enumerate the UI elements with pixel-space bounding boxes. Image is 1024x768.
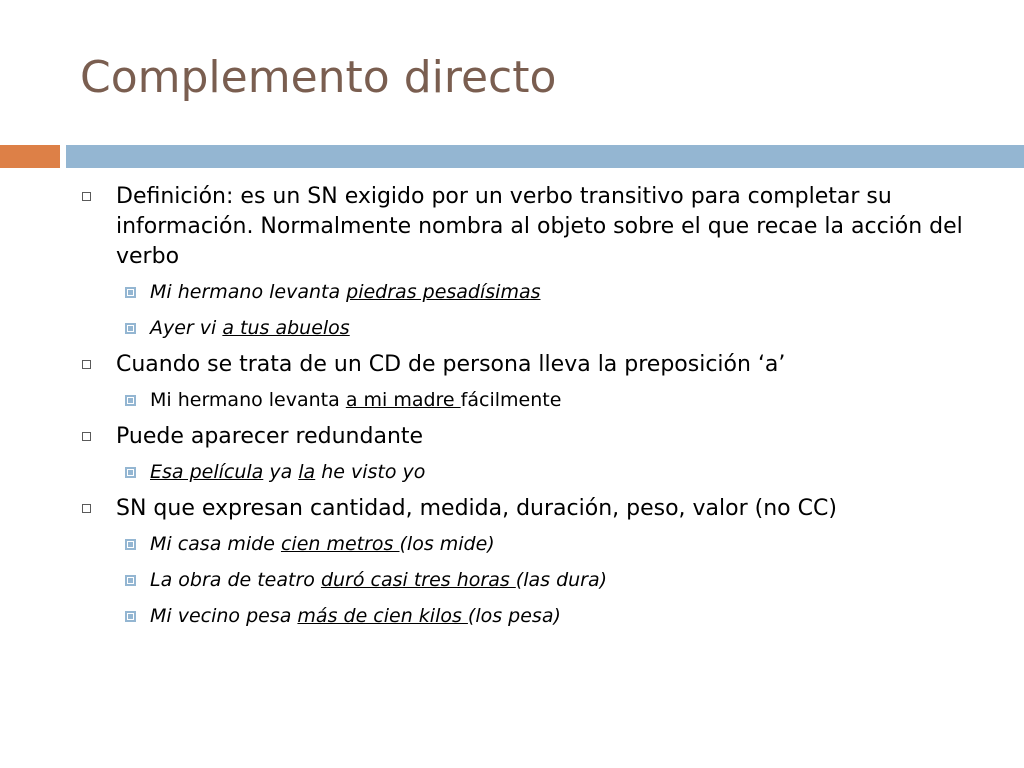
example-underlined-text: a mi madre [345, 389, 461, 411]
hollow-square-icon [82, 504, 91, 513]
bullet-item [80, 350, 980, 380]
bullet-text: SN que expresan cantidad, medida, duración, peso, valor (no CC) [116, 496, 837, 521]
example-text: ya [263, 461, 299, 483]
example-text: Mi casa mide [150, 533, 281, 555]
hollow-square-icon [82, 192, 91, 201]
framed-square-icon [125, 323, 136, 334]
example-underlined-text: la [298, 461, 316, 483]
bullet-text: Puede aparecer redundante [116, 424, 424, 449]
example-text: fácilmente [460, 389, 562, 411]
example-text: (los pesa) [467, 605, 561, 627]
example-item [80, 530, 980, 558]
example-text: Mi hermano levanta [150, 281, 347, 303]
example-item [80, 386, 980, 414]
example-item [80, 566, 980, 594]
bullet-item [80, 422, 980, 452]
framed-square-icon [125, 575, 136, 586]
framed-square-icon [125, 395, 136, 406]
example-text: he visto yo [315, 461, 426, 483]
example-text: Mi vecino pesa [150, 605, 298, 627]
example-underlined-text: cien metros [280, 533, 400, 555]
example-text: (los mide) [399, 533, 495, 555]
hollow-square-icon [82, 360, 91, 369]
bullet-text: Cuando se trata de un CD de persona lleva la preposición ‘a’ [116, 352, 786, 377]
example-text: (las dura) [515, 569, 608, 591]
hollow-square-icon [82, 432, 91, 441]
accent-bar-blue [66, 145, 1024, 168]
slide-title: Complemento directo [80, 52, 557, 103]
example-underlined-text: piedras pesadísimas [346, 281, 541, 303]
example-underlined-text: Esa película [150, 461, 264, 483]
framed-square-icon [125, 287, 136, 298]
example-text: Mi hermano levanta [150, 389, 346, 411]
bullet-list [80, 182, 980, 638]
bullet-item [80, 494, 980, 524]
example-item [80, 458, 980, 486]
example-text: Ayer vi [150, 317, 223, 339]
framed-square-icon [125, 539, 136, 550]
bullet-text: Definición: es un SN exigido por un verbo transitivo para completar su información. Normalmente nombra al objeto sobre el que recae la acción del verbo [116, 184, 963, 269]
accent-bar-orange [0, 145, 60, 168]
example-item [80, 602, 980, 630]
example-underlined-text: a tus abuelos [222, 317, 350, 339]
example-underlined-text: más de cien kilos [297, 605, 468, 627]
example-underlined-text: duró casi tres horas [320, 569, 516, 591]
example-text: La obra de teatro [150, 569, 321, 591]
example-item [80, 278, 980, 306]
bullet-item [80, 182, 980, 272]
framed-square-icon [125, 467, 136, 478]
framed-square-icon [125, 611, 136, 622]
example-item [80, 314, 980, 342]
